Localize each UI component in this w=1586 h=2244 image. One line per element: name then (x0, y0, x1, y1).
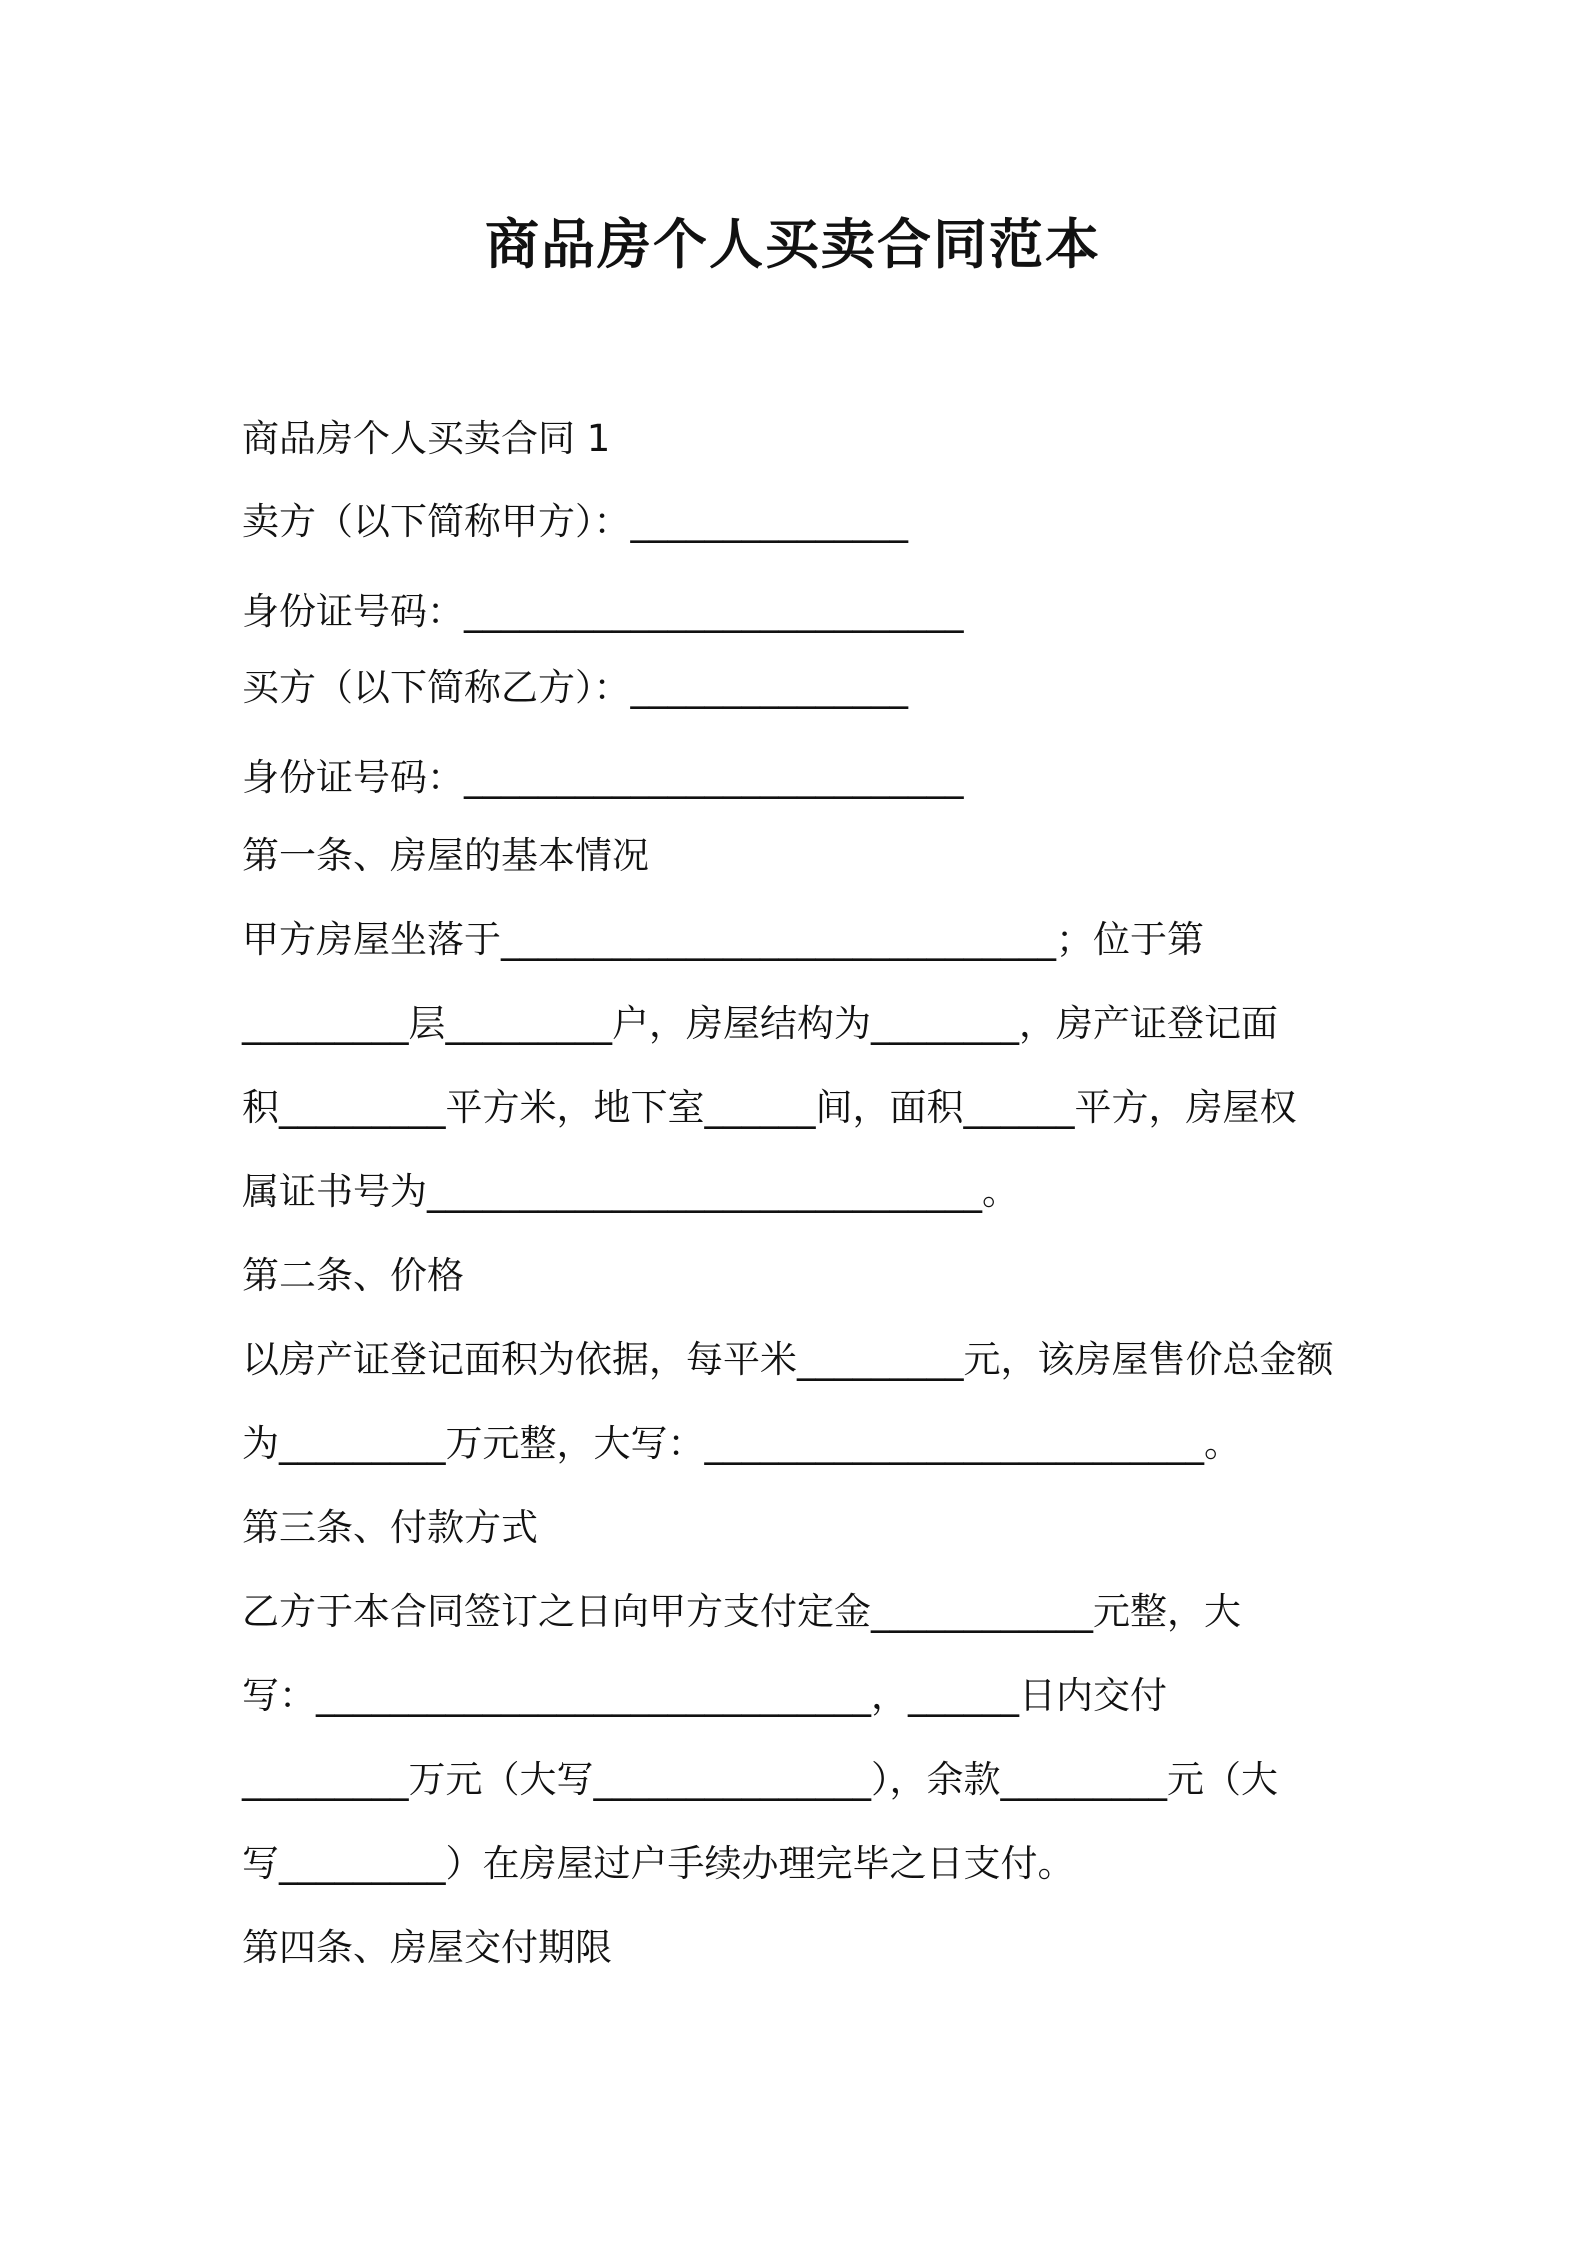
article-1-text-line: 积_________平方米，地下室______间，面积______平方，房屋权 (242, 1086, 1297, 1129)
seller-line: 卖方（以下简称甲方）：_______________ (242, 500, 908, 543)
article-4-heading: 第四条、房屋交付期限 (242, 1926, 612, 1969)
article-1-text-line: 甲方房屋坐落于______________________________；位于第 (242, 918, 1204, 961)
article-1-heading: 第一条、房屋的基本情况 (242, 834, 649, 877)
contract-number-heading: 商品房个人买卖合同 1 (242, 417, 611, 460)
article-3-text-line: _________万元（大写_______________），余款_________元（大 (242, 1758, 1278, 1801)
article-3-text-line: 写_________）在房屋过户手续办理完毕之日支付。 (242, 1842, 1075, 1885)
article-1-text-line: 属证书号为______________________________。 (242, 1170, 1019, 1213)
buyer-line: 买方（以下简称乙方）：_______________ (242, 666, 908, 709)
article-3-text-line: 乙方于本合同签订之日向甲方支付定金____________元整，大 (242, 1590, 1241, 1633)
article-3-text-line: 写：______________________________，______日内交付 (242, 1674, 1167, 1717)
article-2-text-line: 为_________万元整，大写：___________________________。 (242, 1422, 1241, 1465)
article-2-heading: 第二条、价格 (242, 1254, 464, 1297)
buyer-id-line: 身份证号码：___________________________ (242, 756, 964, 799)
article-3-heading: 第三条、付款方式 (242, 1506, 538, 1549)
article-2-text-line: 以房产证登记面积为依据，每平米_________元，该房屋售价总金额 (242, 1338, 1334, 1381)
document-title: 商品房个人买卖合同范本 (485, 213, 1101, 276)
seller-id-line: 身份证号码：___________________________ (242, 590, 964, 633)
article-1-text-line: _________层_________户，房屋结构为________，房产证登记面 (242, 1002, 1278, 1045)
